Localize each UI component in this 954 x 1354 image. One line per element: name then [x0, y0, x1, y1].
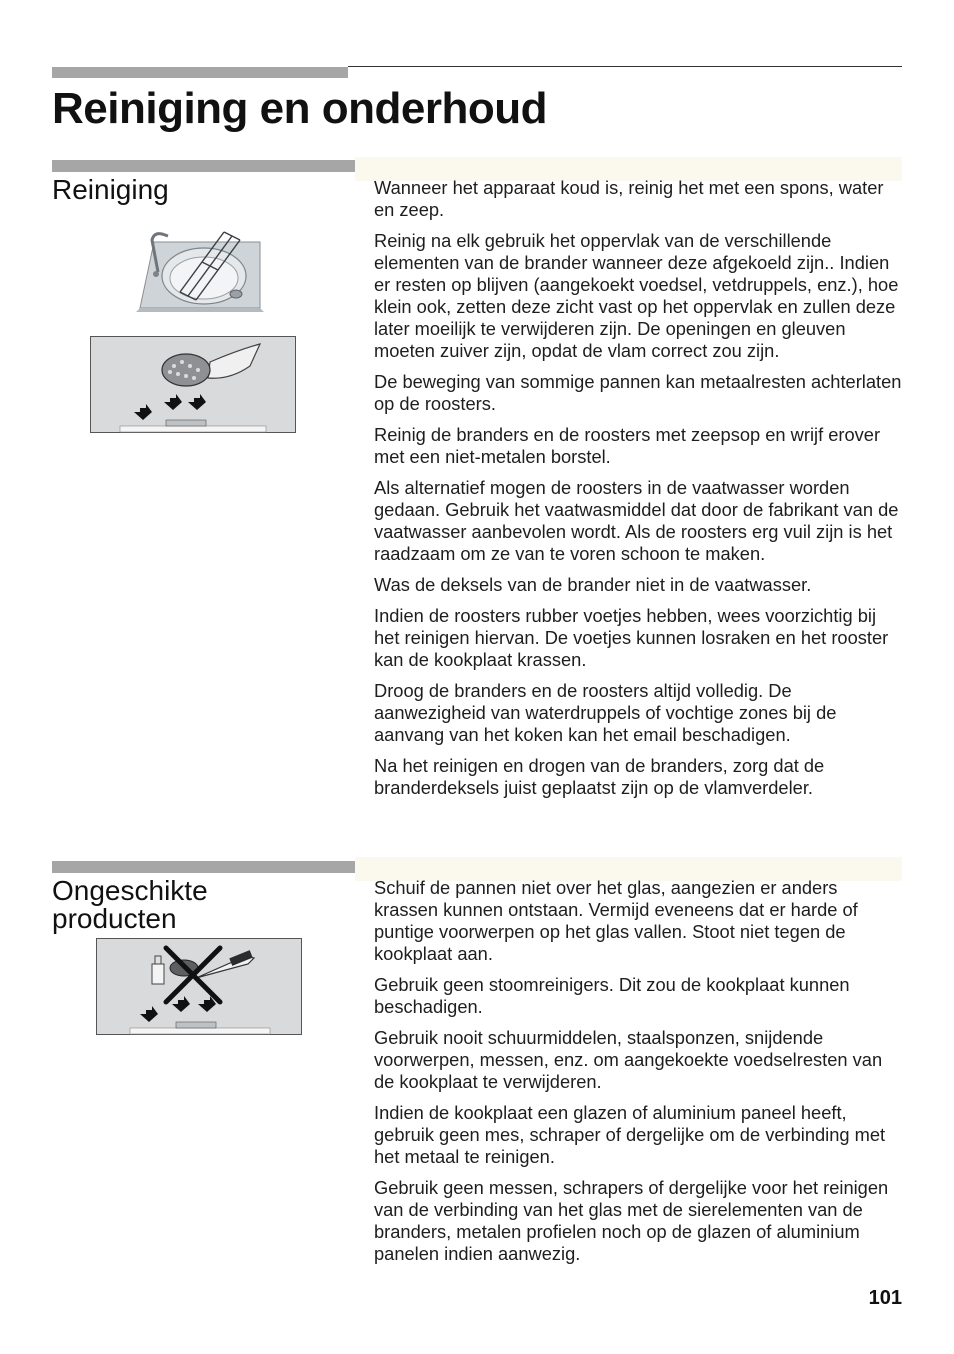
paragraph: Wanneer het apparaat koud is, reinig het met een spons, water en zeep. [374, 177, 884, 220]
section-heading-ongeschikte [52, 877, 208, 933]
sink-with-grate-icon [132, 222, 272, 314]
paragraph: Reinig na elk gebruik het oppervlak van de verschillende elementen van de brander wanneer deze afgekoeld zijn.. Indien er resten op blijven (aangekoekt voedsel, vetdruppels, enz.), hoe klein ook, zetten deze zicht vast op het oppervlak en zullen deze later moeilijk te verwijderen zijn. De openingen en gleuven moeten zuiver zijn, opdat de vlam correct zou zijn. [374, 230, 899, 361]
paragraph: Indien de kookplaat een glazen of aluminium paneel heeft, gebruik geen mes, schraper of dergelijke om de verbinding met het metaal te reinigen. [374, 1102, 886, 1167]
heading-line: Ongeschikte [52, 875, 208, 906]
section-bar-ongeschikte [52, 861, 355, 873]
reiniging-text [374, 177, 902, 808]
paragraph: Reinig de branders en de roosters met zeepsop en wrijf erover met een niet-metalen borstel. [374, 424, 881, 467]
section-bar-reiniging [52, 160, 355, 172]
paragraph: Indien de roosters rubber voetjes hebben, wees voorzichtig bij het reinigen hiervan. De voetjes kunnen losraken en het rooster kan de kookplaat krassen. [374, 605, 889, 670]
paragraph: Droog de branders en de roosters altijd volledig. De aanwezigheid van waterdruppels of vochtige zones bij de aanvang van het koken kan het email beschadigen. [374, 680, 837, 745]
heading-line: producten [52, 903, 177, 934]
prohibited-products-icon [96, 938, 302, 1035]
paragraph: Schuif de pannen niet over het glas, aangezien er anders krassen kunnen ontstaan. Vermijd eveneens dat er harde of puntige voorwerpen op het glas vallen. Stoot niet tegen de kookplaat aan. [374, 877, 858, 964]
paragraph: Na het reinigen en drogen van de branders, zorg dat de branderdeksels juist geplaatst zijn op de vlamverdeler. [374, 755, 825, 798]
section-heading-reiniging: Reiniging [52, 174, 169, 205]
title-rule-thin [348, 66, 902, 67]
paragraph: Gebruik nooit schuurmiddelen, staalsponzen, snijdende voorwerpen, messen, enz. om aangekoekte voedselresten van de kookplaat te verwijderen. [374, 1027, 883, 1092]
paragraph: Was de deksels van de brander niet in de vaatwasser. [374, 574, 812, 595]
paragraph: Als alternatief mogen de roosters in de vaatwasser worden gedaan. Gebruik het vaatwasmiddel dat door de fabrikant van de vaatwasser aanbevolen wordt. Als de roosters erg vuil zijn is het raadzaam om ze van te voren schoon te maken. [374, 477, 899, 564]
title-rule-thick [52, 67, 348, 78]
ongeschikte-text [374, 877, 902, 1274]
paragraph: Gebruik geen messen, schrapers of dergelijke voor het reinigen van de verbinding van het glas met de sierelementen van de branders, metalen profielen noch op de glazen of aluminium panelen indien aanwezig. [374, 1177, 889, 1264]
page-title: Reiniging en onderhoud [52, 84, 547, 133]
paragraph: Gebruik geen stoomreinigers. Dit zou de kookplaat kunnen beschadigen. [374, 974, 850, 1017]
page-number: 101 [868, 1287, 902, 1309]
hand-with-sponge-icon [90, 336, 296, 433]
paragraph: De beweging van sommige pannen kan metaalresten achterlaten op de roosters. [374, 371, 902, 414]
